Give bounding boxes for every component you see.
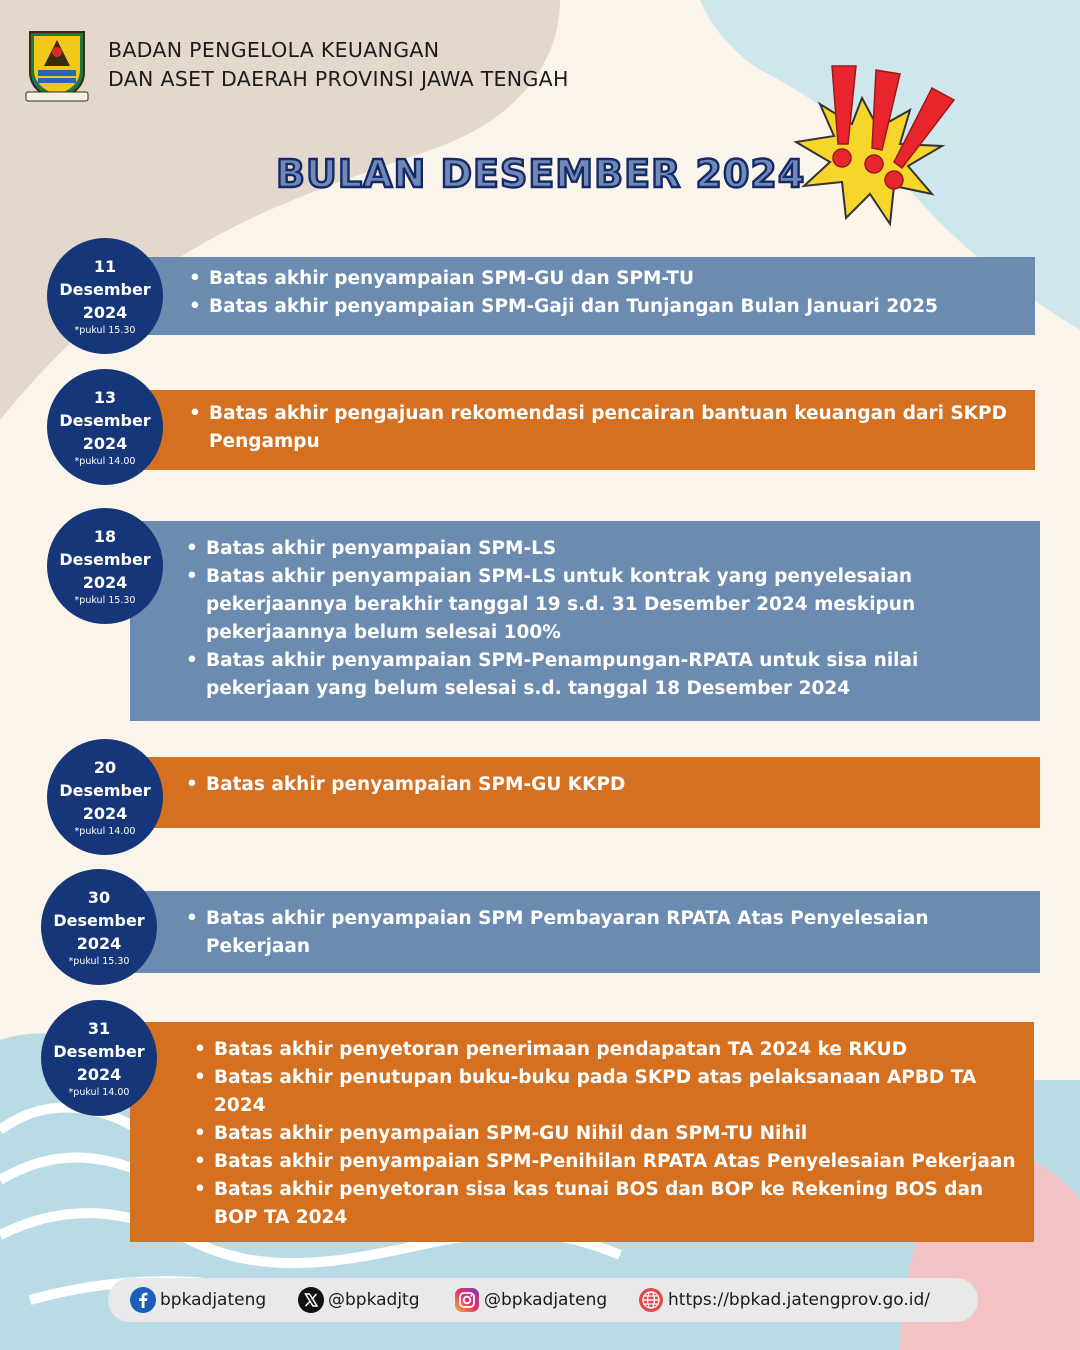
page-title: BULAN DESEMBER 2024 [276,152,806,196]
date-year: 2024 [82,573,128,592]
instagram-icon [454,1287,480,1313]
event-item: • Batas akhir penutupan buku-buku pada SKPD atas pelaksanaan APBD TA 2024 [190,1064,1030,1120]
date-month: Desember [59,781,151,800]
event-banner-31 [130,1022,1034,1242]
date-day: 30 [87,888,111,907]
org-name-line-1: BADAN PENGELOLA KEUANGAN [108,38,440,62]
website-url: https://bpkad.jatengprov.go.id/ [668,1290,930,1310]
org-name-line-2: DAN ASET DAERAH PROVINSI JAWA TENGAH [108,67,569,91]
date-time: *pukul 14.00 [74,456,136,467]
date-day: 31 [87,1019,111,1038]
date-month: Desember [59,280,151,299]
social-footer [108,1278,978,1322]
date-badge-18 [47,508,163,624]
date-day: 11 [93,257,117,276]
event-item: • Batas akhir penyampaian SPM-GU dan SPM-TU [185,265,1015,293]
date-month: Desember [59,550,151,569]
date-day: 13 [93,388,117,407]
event-item: • Batas akhir penyetoran sisa kas tunai BOS dan BOP ke Rekening BOS dan BOP TA 2024 [190,1176,1030,1232]
header [22,26,569,104]
event-item: • Batas akhir pengajuan rekomendasi pencairan bantuan keuangan dari SKPD Pengampu [185,400,1021,456]
jawa-tengah-emblem-logo [22,26,92,104]
x-handle: @bpkadjtg [328,1290,420,1310]
date-year: 2024 [76,934,122,953]
website-link[interactable] [638,1287,930,1313]
event-item: • Batas akhir penyampaian SPM-Gaji dan Tunjangan Bulan Januari 2025 [185,293,1015,321]
event-banner-20 [130,757,1040,828]
date-year: 2024 [82,804,128,823]
date-badge-20 [47,739,163,855]
event-item: • Batas akhir penyetoran penerimaan pendapatan TA 2024 ke RKUD [190,1036,1030,1064]
facebook-handle: bpkadjateng [160,1290,267,1310]
date-time: *pukul 15.30 [74,325,136,336]
date-year: 2024 [76,1065,122,1084]
event-banner-18 [130,521,1040,721]
event-item: • Batas akhir penyampaian SPM Pembayaran RPATA Atas Penyelesaian Pekerjaan [182,905,960,961]
date-badge-13 [47,369,163,485]
exclamation-burst-icon [782,58,960,240]
date-time: *pukul 14.00 [74,826,136,837]
event-item: • Batas akhir penyampaian SPM-Penampungan-RPATA untuk sisa nilai pekerjaan yang belum selesai s.d. tanggal 18 Desember 2024 [182,647,980,703]
date-badge-31 [41,1000,157,1116]
date-time: *pukul 15.30 [74,595,136,606]
date-year: 2024 [82,303,128,322]
instagram-handle: @bpkadjateng [484,1290,608,1310]
date-day: 18 [93,527,117,546]
instagram-link[interactable] [454,1287,607,1313]
event-banner-11 [135,257,1035,335]
x-twitter-icon [298,1287,324,1313]
date-month: Desember [59,411,151,430]
event-item: • Batas akhir penyampaian SPM-GU KKPD [182,771,1020,799]
date-month: Desember [53,911,145,930]
date-time: *pukul 15.30 [68,956,130,967]
event-item: • Batas akhir penyampaian SPM-LS [182,535,980,563]
date-month: Desember [53,1042,145,1061]
event-item: • Batas akhir penyampaian SPM-LS untuk kontrak yang penyelesaian pekerjaannya berakhir tanggal 19 s.d. 31 Desember 2024 meskipun pekerjaannya belum selesai 100% [182,563,980,647]
x-link[interactable] [298,1287,420,1313]
event-item: • Batas akhir penyampaian SPM-Penihilan RPATA Atas Penyelesaian Pekerjaan [190,1148,1030,1176]
event-banner-30 [130,891,1040,973]
globe-icon [638,1287,664,1313]
date-badge-11 [47,238,163,354]
date-year: 2024 [82,434,128,453]
date-badge-30 [41,869,157,985]
facebook-link[interactable] [130,1287,266,1313]
date-day: 20 [93,758,117,777]
event-item: • Batas akhir penyampaian SPM-GU Nihil dan SPM-TU Nihil [190,1120,1030,1148]
date-time: *pukul 14.00 [68,1087,130,1098]
event-banner-13 [135,390,1035,470]
facebook-icon [130,1287,156,1313]
